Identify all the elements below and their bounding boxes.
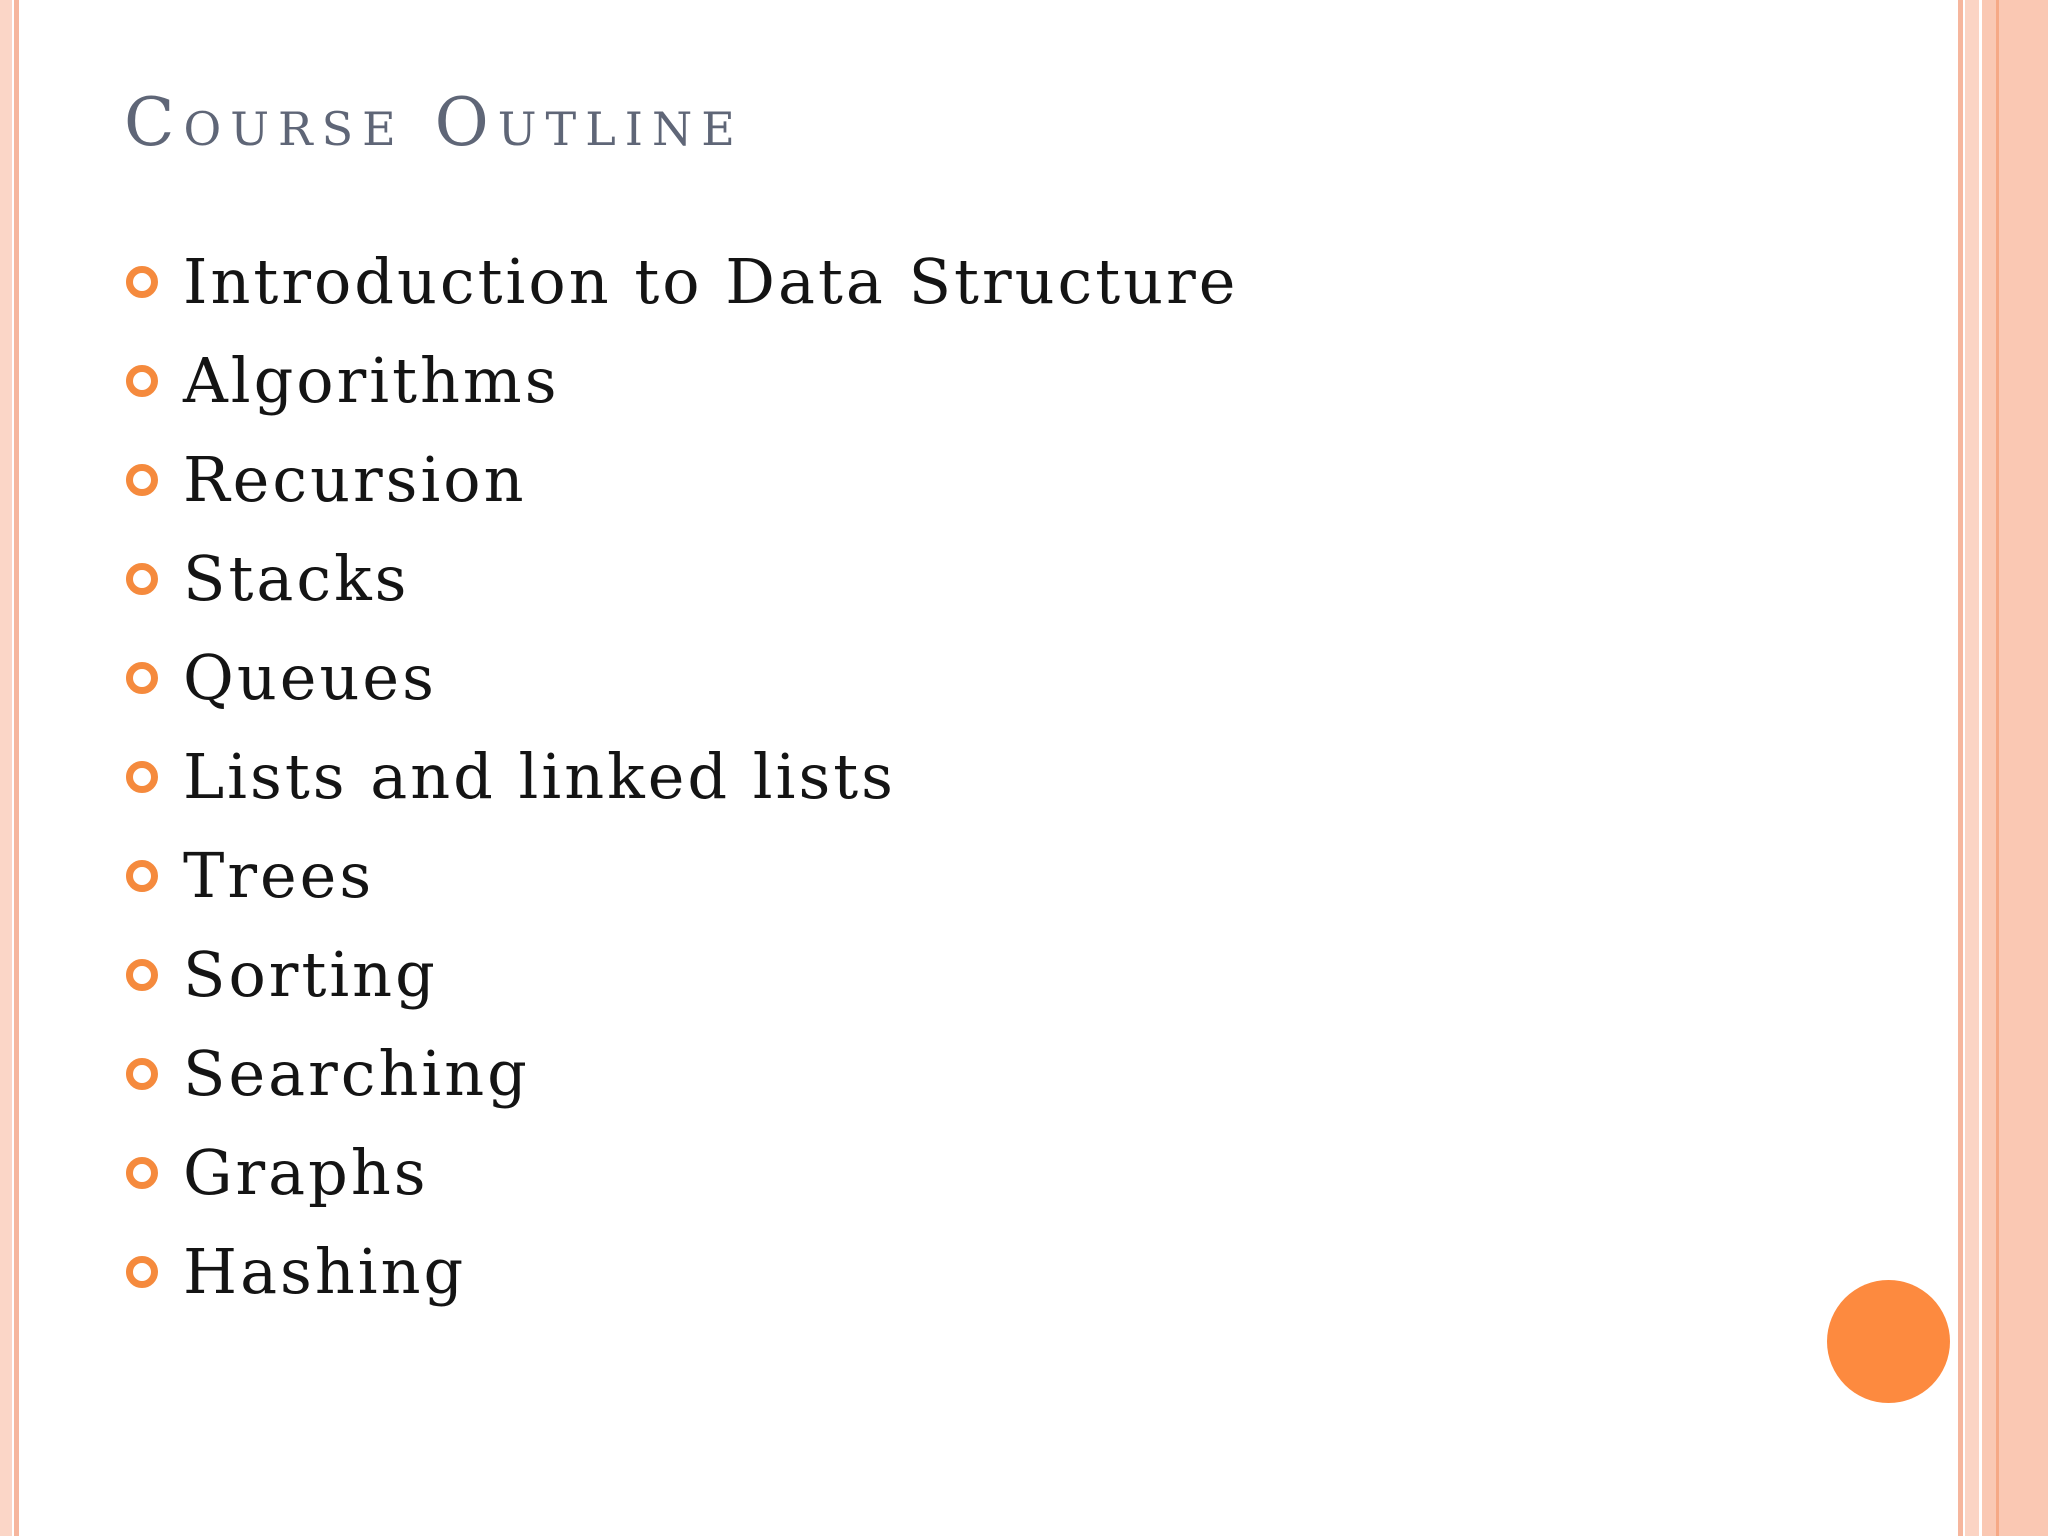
- circle-bullet-icon: [126, 464, 158, 496]
- circle-bullet-icon: [126, 1256, 158, 1288]
- list-item-label: Sorting: [183, 937, 438, 1011]
- list-item: [124, 331, 1238, 430]
- list-item-label: Hashing: [183, 1234, 467, 1308]
- right-band-stripe: [1996, 0, 1999, 1536]
- list-item-label: Searching: [183, 1036, 530, 1110]
- list-item: [124, 925, 1238, 1024]
- slide-title: Course Outline: [124, 84, 744, 161]
- list-item: [124, 232, 1238, 331]
- circle-bullet-icon: [126, 365, 158, 397]
- list-item: [124, 1123, 1238, 1222]
- list-item-label: Introduction to Data Structure: [183, 244, 1239, 318]
- list-item-label: Stacks: [183, 541, 410, 615]
- circle-bullet-icon: [126, 662, 158, 694]
- list-item-label: Algorithms: [183, 343, 560, 417]
- list-item: [124, 1222, 1238, 1321]
- orange-circle-decoration: [1827, 1280, 1950, 1403]
- right-border-line: [1958, 0, 1963, 1536]
- list-item-label: Trees: [183, 838, 375, 912]
- left-border-line-inner: [14, 0, 19, 1536]
- list-item-label: Recursion: [183, 442, 527, 516]
- circle-bullet-icon: [126, 266, 158, 298]
- circle-bullet-icon: [126, 860, 158, 892]
- list-item-label: Queues: [183, 640, 437, 714]
- circle-bullet-icon: [126, 761, 158, 793]
- list-item-label: Graphs: [183, 1135, 429, 1209]
- list-item: [124, 628, 1238, 727]
- circle-bullet-icon: [126, 1157, 158, 1189]
- left-border-line: [0, 0, 12, 1536]
- right-border-line-inner: [1965, 0, 1979, 1536]
- circle-bullet-icon: [126, 959, 158, 991]
- course-outline-list: [124, 232, 1238, 1321]
- list-item: [124, 826, 1238, 925]
- right-decorative-band: [1982, 0, 2048, 1536]
- circle-bullet-icon: [126, 563, 158, 595]
- list-item: [124, 430, 1238, 529]
- list-item: [124, 727, 1238, 826]
- list-item-label: Lists and linked lists: [183, 739, 897, 813]
- list-item: [124, 1024, 1238, 1123]
- list-item: [124, 529, 1238, 628]
- circle-bullet-icon: [126, 1058, 158, 1090]
